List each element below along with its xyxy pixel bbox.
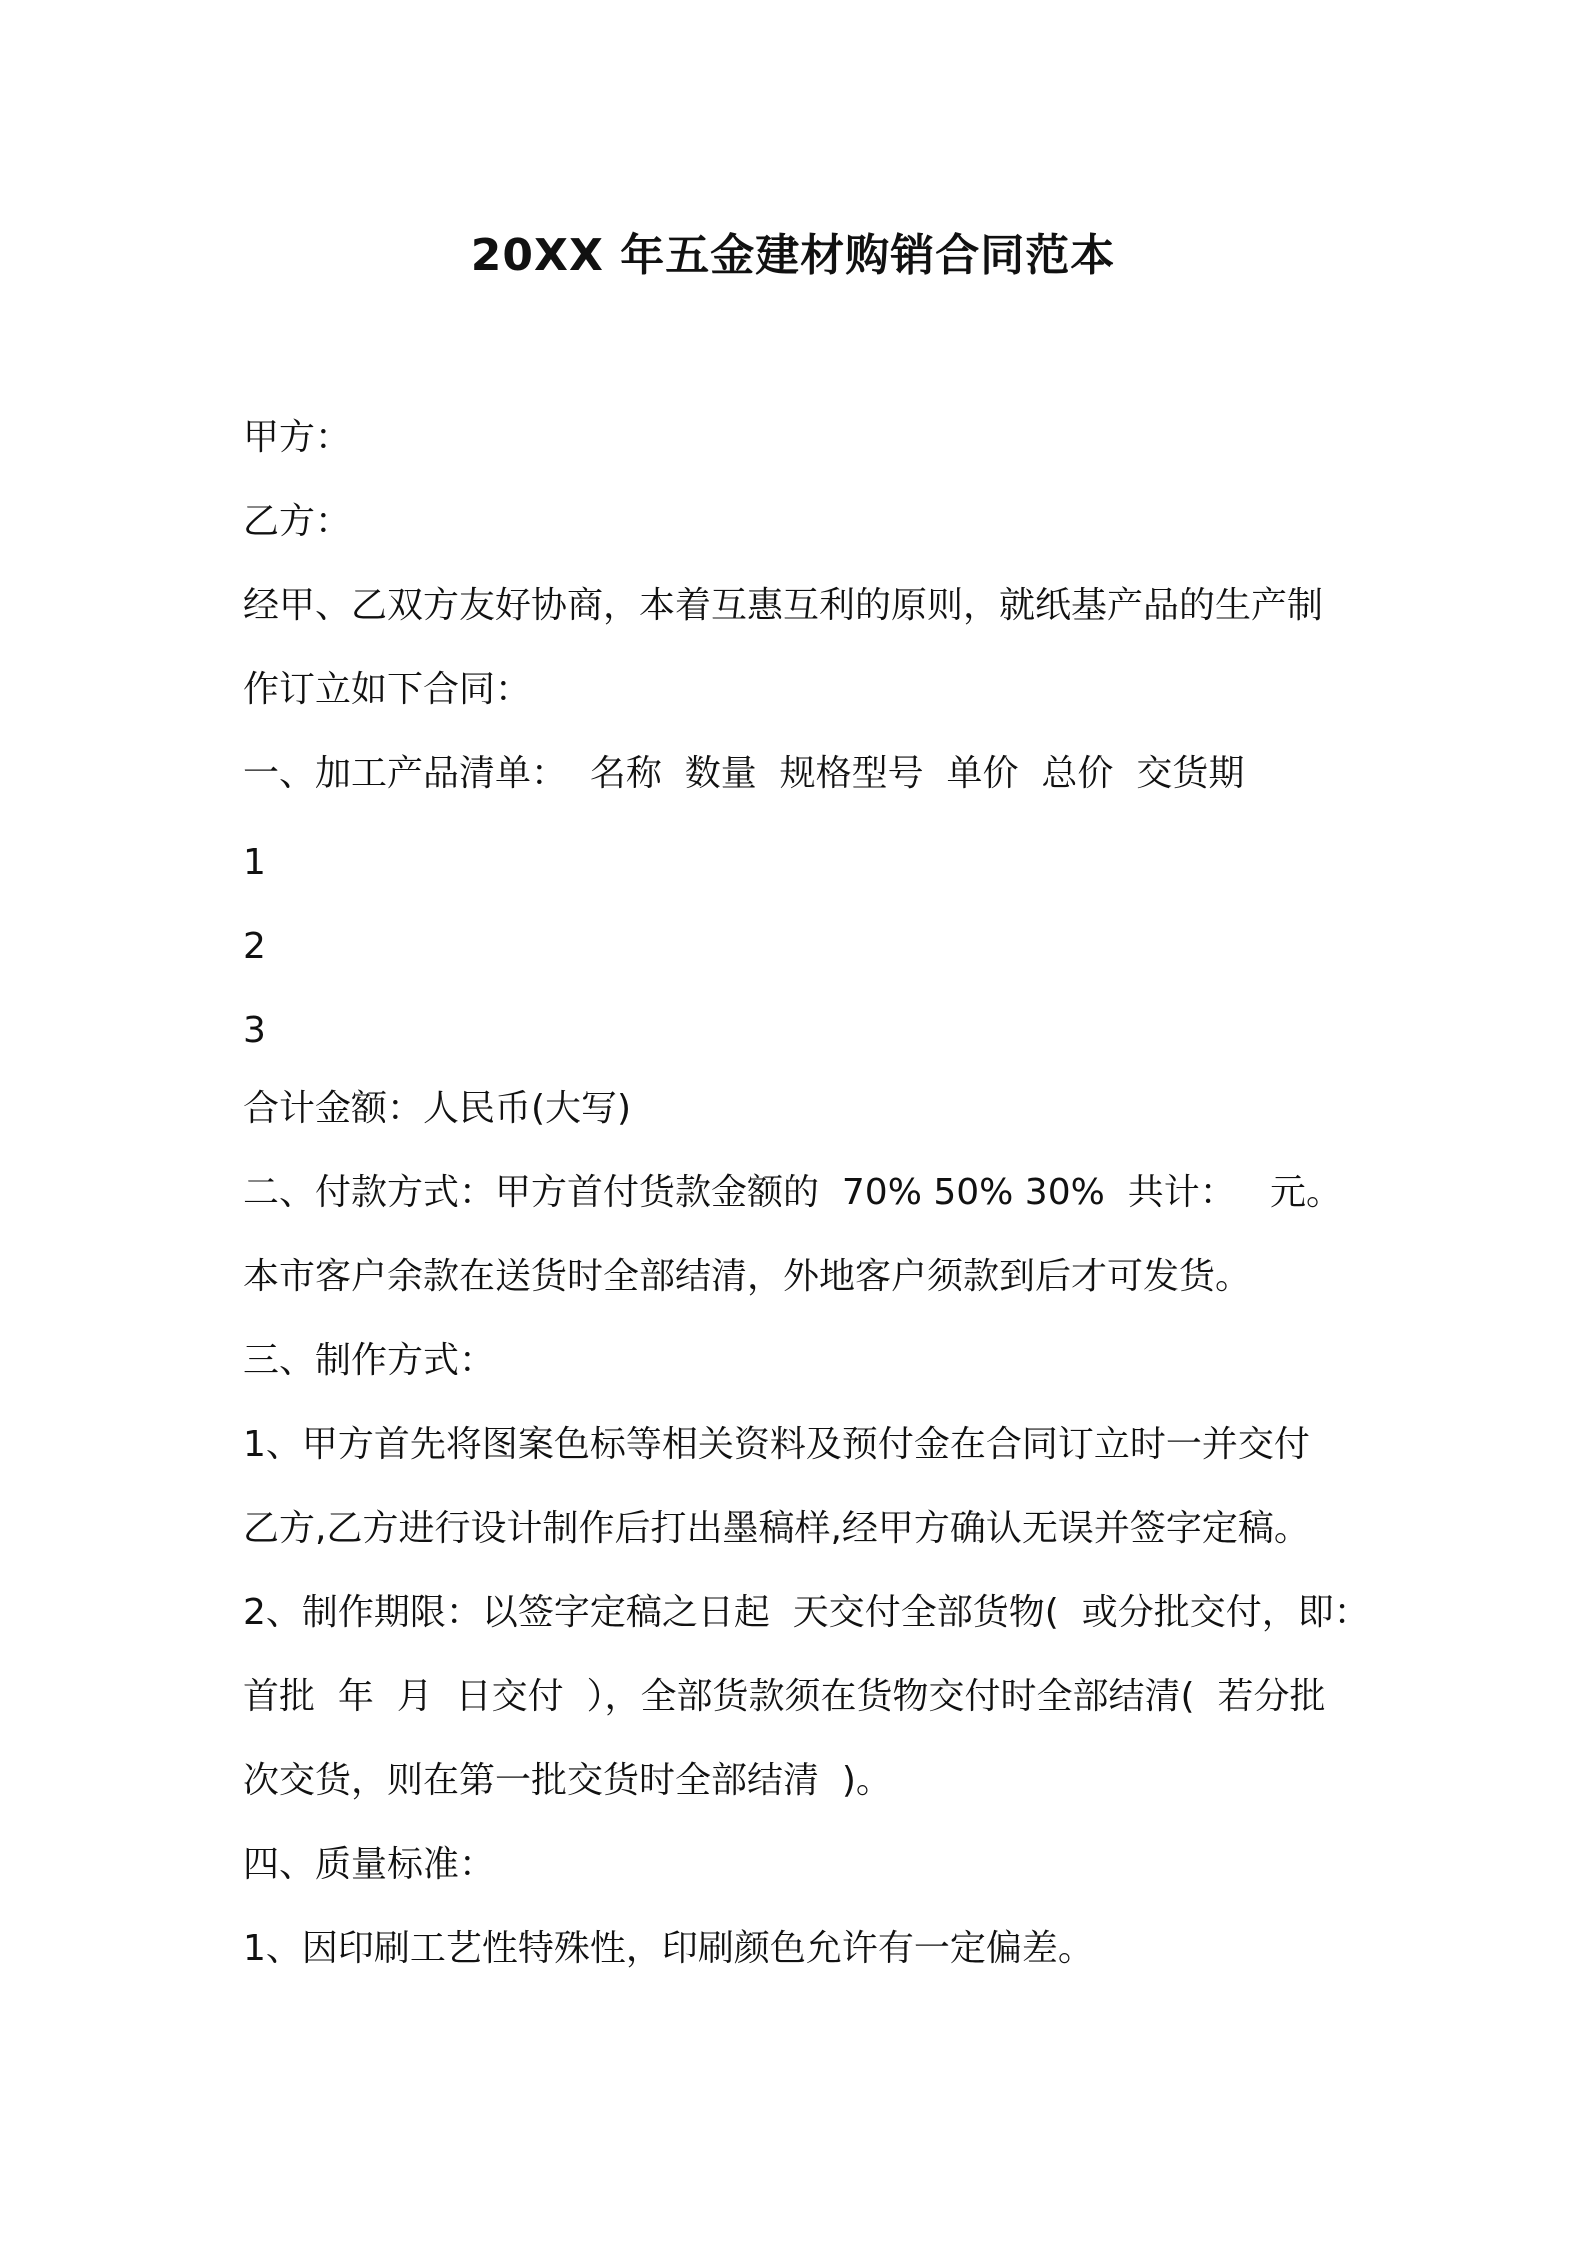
quality-clause-1: 1、因印刷工艺性特殊性，印刷颜色允许有一定偏差。 bbox=[243, 1928, 1094, 1969]
party-a-label: 甲方： bbox=[243, 417, 352, 458]
product-row-1: 1 bbox=[243, 842, 266, 883]
payment-terms: 本市客户余款在送货时全部结清，外地客户须款到后才可发货。 bbox=[243, 1256, 1252, 1297]
section-1-product-list: 一、加工产品清单： 名称 数量 规格型号 单价 总价 交货期 bbox=[243, 753, 1245, 794]
section-3-production: 三、制作方式： bbox=[243, 1340, 496, 1381]
document-title: 20XX 年五金建材购销合同范本 bbox=[470, 230, 1116, 281]
production-clause-2-line-2: 首批 年 月 日交付 ），全部货款须在货物交付时全部结清( 若分批 bbox=[243, 1676, 1326, 1717]
party-b-label: 乙方： bbox=[243, 501, 352, 542]
product-row-2: 2 bbox=[243, 926, 266, 967]
preamble-line-1: 经甲、乙双方友好协商，本着互惠互利的原则，就纸基产品的生产制 bbox=[243, 585, 1324, 626]
section-4-quality: 四、质量标准： bbox=[243, 1844, 496, 1885]
product-row-3: 3 bbox=[243, 1010, 266, 1051]
production-clause-2-line-3: 次交货，则在第一批交货时全部结清 )。 bbox=[243, 1760, 892, 1801]
total-amount: 合计金额：人民币(大写) bbox=[243, 1088, 632, 1129]
section-2-payment: 二、付款方式：甲方首付货款金额的 70% 50% 30% 共计： 元。 bbox=[243, 1172, 1343, 1213]
production-clause-1-line-2: 乙方,乙方进行设计制作后打出墨稿样,经甲方确认无误并签字定稿。 bbox=[243, 1508, 1310, 1549]
production-clause-1-line-1: 1、甲方首先将图案色标等相关资料及预付金在合同订立时一并交付 bbox=[243, 1424, 1310, 1465]
preamble-line-2: 作订立如下合同： bbox=[243, 669, 532, 710]
production-clause-2-line-1: 2、制作期限：以签字定稿之日起 天交付全部货物( 或分批交付，即： bbox=[243, 1592, 1370, 1633]
